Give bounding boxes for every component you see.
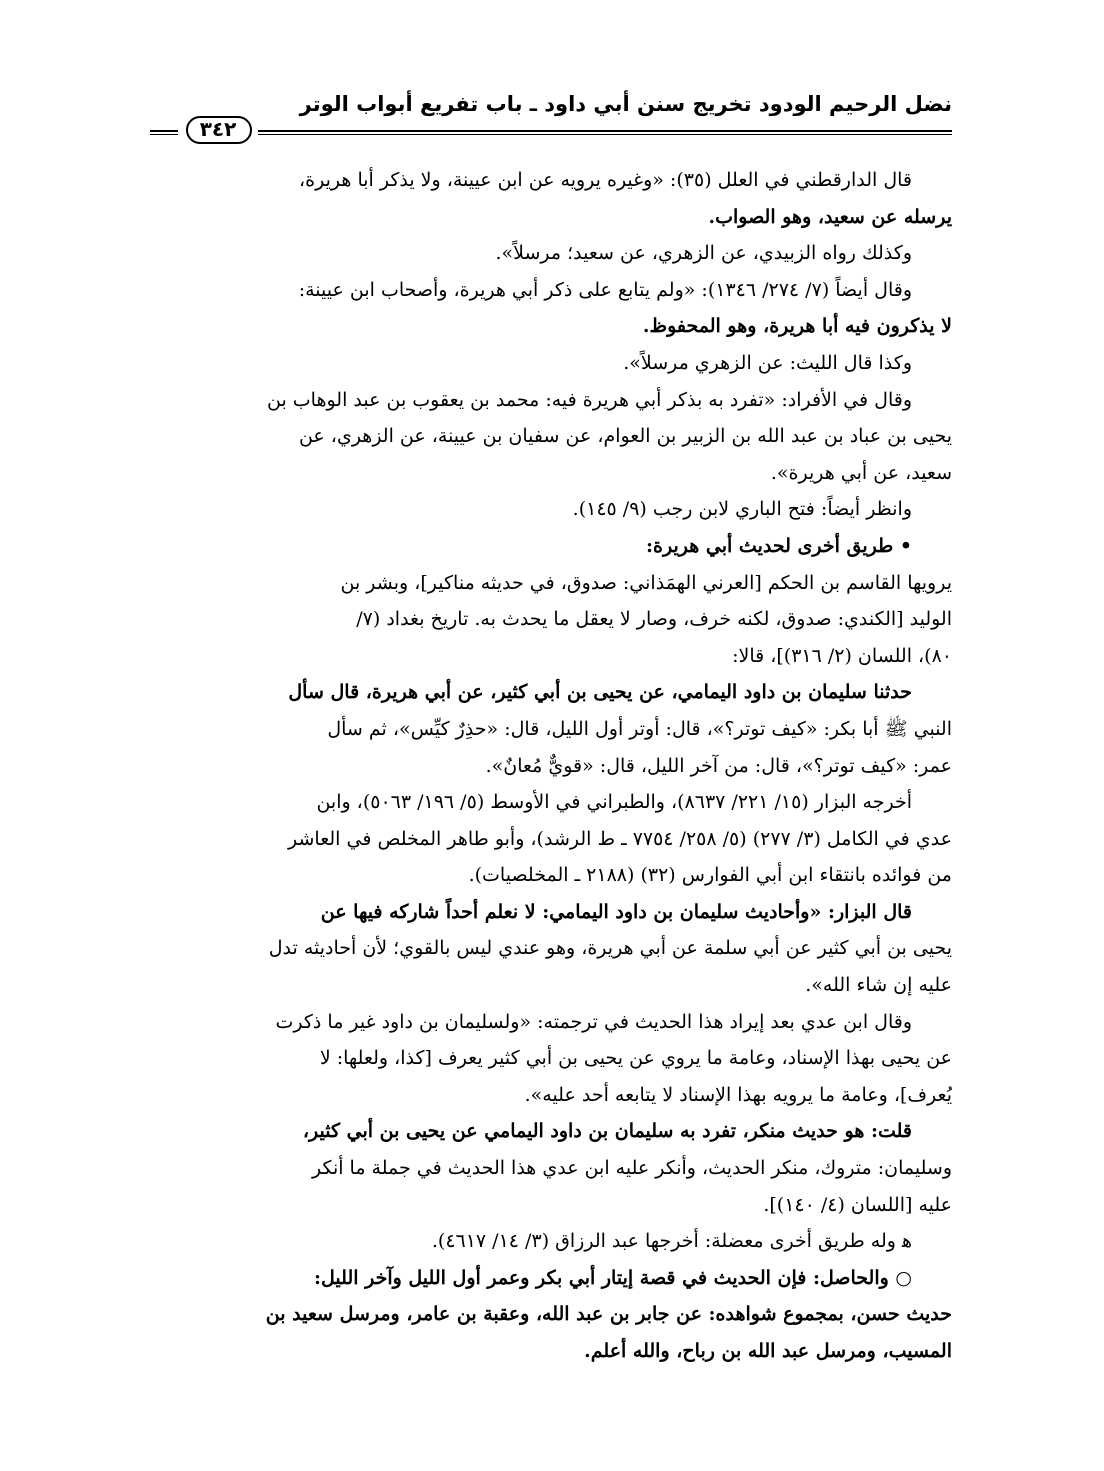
page-number: ٣٤٢ <box>199 117 237 141</box>
text-line: قال البزار: «وأحاديث سليمان بن داود اليمامي: لا نعلم أحداً شاركه فيها عن <box>320 900 912 923</box>
text-line: عليه [اللسان (٤/ ١٤٠)]. <box>763 1193 952 1216</box>
header-rule <box>150 130 952 132</box>
text-line: ﻫ وله طريق أخرى معضلة: أخرجها عبد الرزاق (٣/ ١٤/ ٤٦١٧). <box>431 1230 912 1253</box>
text-line: وقال أيضاً (٧/ ٢٧٤/ ١٣٤٦): «ولم يتابع على ذكر أبي هريرة، وأصحاب ابن عيينة: <box>298 278 912 301</box>
text-line: يرويها القاسم بن الحكم [العرني الهمَذاني: صدوق، في حديثه مناكير]، وبشر بن <box>340 571 952 594</box>
text-line: النبي ﷺ أبا بكر: «كيف توتر؟»، قال: أوتر أول الليل، قال: «حذِرٌ كيِّس»، ثم سأل <box>327 717 952 740</box>
text-line: لا يذكرون فيه أبا هريرة، وهو المحفوظ. <box>642 315 952 338</box>
text-line: وكذا قال الليث: عن الزهري مرسلاً». <box>623 351 912 374</box>
text-line: عدي في الكامل (٣/ ٢٧٧) (٥/ ٢٥٨/ ٧٧٥٤ ـ ط الرشد)، وأبو طاهر المخلص في العاشر <box>288 827 952 850</box>
text-line: وسليمان: متروك، منكر الحديث، وأنكر عليه ابن عدي هذا الحديث في جملة ما أنكر <box>311 1157 952 1180</box>
running-header <box>150 88 952 141</box>
text-line: حدثنا سليمان بن داود اليمامي، عن يحيى بن أبي كثير، عن أبي هريرة، قال سأل <box>288 681 912 704</box>
text-line: عمر: «كيف توتر؟»، قال: من آخر الليل، قال: «قويٌّ مُعانٌ». <box>485 754 952 777</box>
text-line: يحيى بن عباد بن عبد الله بن الزبير بن العوام، عن سفيان بن عيينة، عن الزهري، عن <box>298 425 952 448</box>
text-line: من فوائده بانتقاء ابن أبي الفوارس (٣٢) (٢١٨٨ ـ المخلصيات). <box>468 864 952 887</box>
page-number-badge <box>178 114 258 144</box>
header-title: نضل الرحيم الودود تخريج سنن أبي داود ـ باب تفريع أبواب الوتر <box>299 92 952 116</box>
text-line: وقال ابن عدي بعد إيراد هذا الحديث في ترجمته: «ولسليمان بن داود غير ما ذكرت <box>275 1010 912 1033</box>
conclusion-heading: ○ والحاصل: فإن الحديث في قصة إيتار أبي بكر وعمر أول الليل وآخر الليل: <box>314 1266 912 1289</box>
section-heading: • طريق أخرى لحديث أبي هريرة: <box>646 534 912 557</box>
text-line: وكذلك رواه الزبيدي، عن الزهري، عن سعيد؛ مرسلاً». <box>495 242 912 265</box>
text-line: وقال في الأفراد: «تفرد به بذكر أبي هريرة فيه: محمد بن يعقوب بن عبد الوهاب بن <box>267 388 912 411</box>
text-line: سعيد، عن أبي هريرة». <box>770 461 952 484</box>
text-line: قلت: هو حديث منكر، تفرد به سليمان بن داود اليمامي عن يحيى بن أبي كثير، <box>302 1120 912 1143</box>
page-body <box>150 162 952 1370</box>
text-line: وانظر أيضاً: فتح الباري لابن رجب (٩/ ١٤٥). <box>572 498 912 521</box>
text-line: الوليد [الكندي: صدوق، لكنه خرف، وصار لا يعقل ما يحدث به. تاريخ بغداد (٧/ <box>356 608 952 631</box>
text-line: قال الدارقطني في العلل (٣٥): «وغيره يرويه عن ابن عيينة، ولا يذكر أبا هريرة، <box>299 169 912 191</box>
text-line: عن يحيى بهذا الإسناد، وعامة ما يروي عن يحيى بن أبي كثير يعرف [كذا، ولعلها: لا <box>319 1047 952 1070</box>
text-line: يرسله عن سعيد، وهو الصواب. <box>708 205 952 228</box>
text-line: عليه إن شاء الله». <box>805 974 952 997</box>
text-line: يحيى بن أبي كثير عن أبي سلمة عن أبي هريرة، وهو عندي ليس بالقوي؛ لأن أحاديثه تدل <box>268 937 952 960</box>
text-line: حديث حسن، بمجموع شواهده: عن جابر بن عبد الله، وعقبة بن عامر، ومرسل سعيد بن <box>265 1303 952 1326</box>
text-line: أخرجه البزار (١٥/ ٢٢١/ ٨٦٣٧)، والطبراني في الأوسط (٥/ ١٩٦/ ٥٠٦٣)، وابن <box>316 791 912 814</box>
header-rule-thin <box>150 134 952 135</box>
text-line: يُعرف]، وعامة ما يرويه بهذا الإسناد لا يتابعه أحد عليه». <box>524 1083 952 1106</box>
text-line: المسيب، ومرسل عبد الله بن رباح، والله أعلم. <box>584 1340 952 1362</box>
text-line: ٨٠)، اللسان (٢/ ٣١٦)]، قالا: <box>732 644 952 667</box>
